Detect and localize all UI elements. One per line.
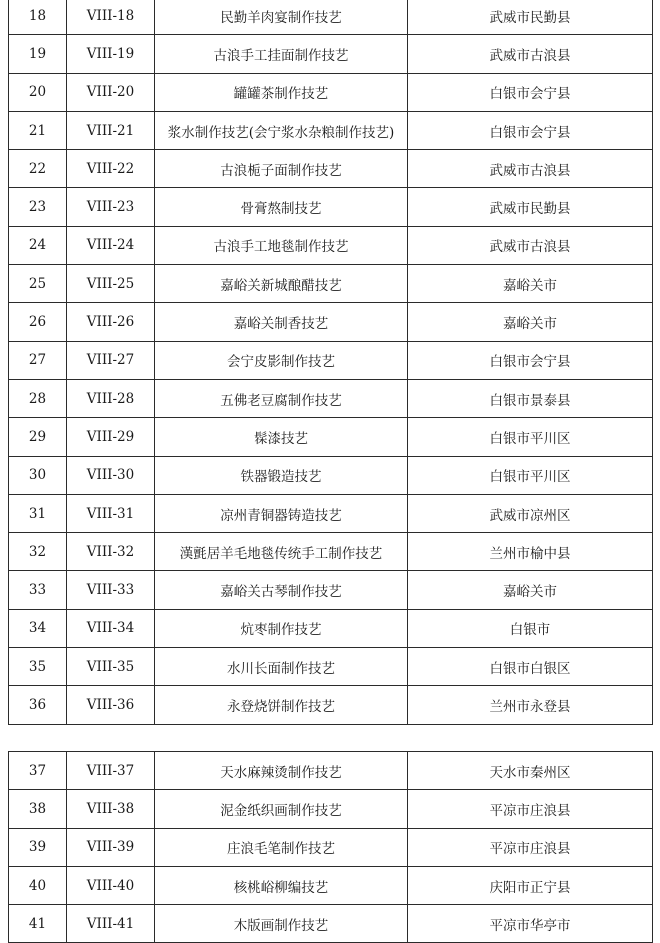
cell-project-name: 嘉峪关古琴制作技艺 [155,571,408,609]
cell-project-name: 天水麻辣烫制作技艺 [155,752,408,790]
cell-region: 庆阳市正宁县 [408,866,653,904]
cell-region: 白银市景泰县 [408,379,653,417]
table-body-part-2 [9,752,653,943]
cell-region: 白银市会宁县 [408,73,653,111]
heritage-table-part-2 [8,751,653,943]
cell-number: 35 [9,648,67,686]
table-row [9,35,653,73]
table-row [9,866,653,904]
table-row [9,265,653,303]
cell-number: 29 [9,418,67,456]
table-row [9,609,653,647]
cell-project-name: 嘉峪关新城酿醋技艺 [155,265,408,303]
cell-project-code: VIII-38 [67,790,155,828]
table-row [9,0,653,35]
cell-region: 白银市平川区 [408,456,653,494]
cell-number: 27 [9,341,67,379]
cell-project-name: 古浪手工挂面制作技艺 [155,35,408,73]
cell-number: 31 [9,494,67,532]
table-row [9,111,653,149]
cell-project-code: VIII-20 [67,73,155,111]
cell-number: 30 [9,456,67,494]
table-row [9,790,653,828]
page-break-gap [0,727,660,751]
cell-region: 武威市古浪县 [408,226,653,264]
cell-region: 嘉峪关市 [408,265,653,303]
cell-number: 23 [9,188,67,226]
cell-project-name: 漢氈居羊毛地毯传统手工制作技艺 [155,533,408,571]
cell-region: 白银市 [408,609,653,647]
cell-project-code: VIII-36 [67,686,155,724]
cell-project-name: 髹漆技艺 [155,418,408,456]
cell-region: 武威市民勤县 [408,188,653,226]
table-row [9,752,653,790]
table-row [9,188,653,226]
cell-number: 37 [9,752,67,790]
cell-region: 平凉市华亭市 [408,905,653,943]
cell-project-code: VIII-35 [67,648,155,686]
cell-number: 22 [9,150,67,188]
cell-project-code: VIII-19 [67,35,155,73]
cell-project-name: 泥金纸织画制作技艺 [155,790,408,828]
cell-project-name: 五佛老豆腐制作技艺 [155,379,408,417]
heritage-table-part-1 [8,0,653,725]
cell-number: 38 [9,790,67,828]
table-row [9,226,653,264]
cell-project-code: VIII-33 [67,571,155,609]
cell-project-name: 水川长面制作技艺 [155,648,408,686]
cell-number: 18 [9,0,67,35]
cell-region: 兰州市永登县 [408,686,653,724]
table-row [9,456,653,494]
table-row [9,905,653,943]
table-row [9,341,653,379]
cell-number: 34 [9,609,67,647]
cell-project-name: 会宁皮影制作技艺 [155,341,408,379]
cell-project-code: VIII-41 [67,905,155,943]
table-row [9,533,653,571]
cell-region: 嘉峪关市 [408,303,653,341]
table-row [9,648,653,686]
cell-number: 24 [9,226,67,264]
cell-project-name: 凉州青铜器铸造技艺 [155,494,408,532]
table-row [9,494,653,532]
cell-project-code: VIII-29 [67,418,155,456]
cell-region: 平凉市庄浪县 [408,790,653,828]
cell-project-name: 骨膏熬制技艺 [155,188,408,226]
cell-number: 19 [9,35,67,73]
cell-project-name: 永登烧饼制作技艺 [155,686,408,724]
table-row [9,303,653,341]
cell-number: 41 [9,905,67,943]
cell-number: 21 [9,111,67,149]
table-row [9,379,653,417]
cell-project-code: VIII-37 [67,752,155,790]
cell-number: 33 [9,571,67,609]
cell-project-name: 庄浪毛笔制作技艺 [155,828,408,866]
cell-project-name: 古浪手工地毯制作技艺 [155,226,408,264]
cell-project-name: 木版画制作技艺 [155,905,408,943]
cell-number: 28 [9,379,67,417]
cell-project-name: 嘉峪关制香技艺 [155,303,408,341]
table-row [9,828,653,866]
cell-region: 平凉市庄浪县 [408,828,653,866]
cell-project-name: 铁器锻造技艺 [155,456,408,494]
cell-project-code: VIII-31 [67,494,155,532]
cell-number: 26 [9,303,67,341]
cell-region: 武威市民勤县 [408,0,653,35]
cell-project-code: VIII-39 [67,828,155,866]
cell-project-code: VIII-22 [67,150,155,188]
cell-number: 25 [9,265,67,303]
cell-project-name: 民勤羊肉宴制作技艺 [155,0,408,35]
cell-project-name: 浆水制作技艺(会宁浆水杂粮制作技艺) [155,111,408,149]
cell-number: 39 [9,828,67,866]
cell-project-code: VIII-30 [67,456,155,494]
cell-region: 白银市平川区 [408,418,653,456]
cell-region: 武威市古浪县 [408,35,653,73]
table-row [9,686,653,724]
cell-region: 嘉峪关市 [408,571,653,609]
cell-project-name: 炕枣制作技艺 [155,609,408,647]
cell-number: 20 [9,73,67,111]
cell-project-code: VIII-18 [67,0,155,35]
cell-project-code: VIII-34 [67,609,155,647]
cell-project-name: 罐罐茶制作技艺 [155,73,408,111]
cell-region: 白银市白银区 [408,648,653,686]
cell-number: 40 [9,866,67,904]
cell-project-code: VIII-26 [67,303,155,341]
cell-region: 天水市秦州区 [408,752,653,790]
cell-region: 武威市凉州区 [408,494,653,532]
cell-number: 36 [9,686,67,724]
cell-project-code: VIII-27 [67,341,155,379]
table-row [9,73,653,111]
cell-region: 白银市会宁县 [408,111,653,149]
cell-project-code: VIII-40 [67,866,155,904]
table-body-part-1 [9,0,653,724]
cell-region: 兰州市榆中县 [408,533,653,571]
cell-project-code: VIII-23 [67,188,155,226]
table-row [9,150,653,188]
table-row [9,571,653,609]
cell-project-code: VIII-25 [67,265,155,303]
table-row [9,418,653,456]
cell-region: 武威市古浪县 [408,150,653,188]
cell-region: 白银市会宁县 [408,341,653,379]
cell-project-code: VIII-21 [67,111,155,149]
cell-project-code: VIII-32 [67,533,155,571]
cell-project-name: 核桃峪柳编技艺 [155,866,408,904]
cell-project-code: VIII-28 [67,379,155,417]
cell-project-code: VIII-24 [67,226,155,264]
cell-number: 32 [9,533,67,571]
cell-project-name: 古浪栀子面制作技艺 [155,150,408,188]
